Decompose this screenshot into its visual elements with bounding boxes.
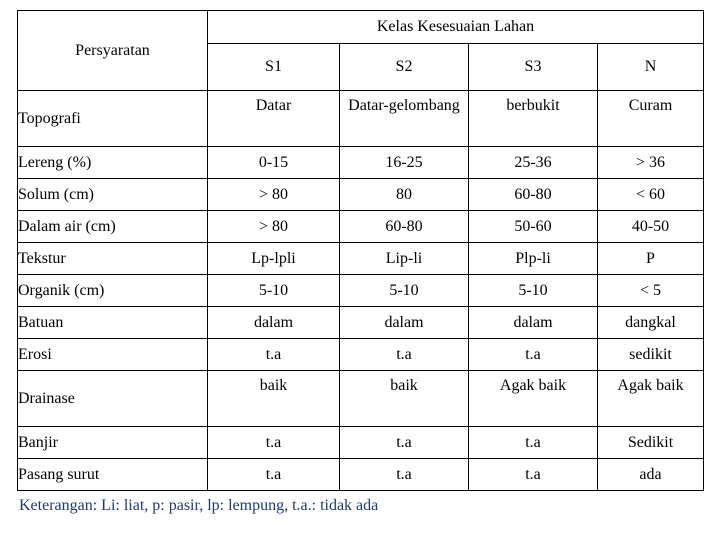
table-cell: > 80 (208, 211, 340, 243)
table-cell: 60-80 (469, 179, 598, 211)
table-cell: Lip-li (340, 243, 469, 275)
table-row (18, 427, 704, 459)
row-label: Organik (cm) (18, 275, 208, 307)
table-cell: t.a (340, 339, 469, 371)
table-row (18, 339, 704, 371)
row-label: Erosi (18, 339, 208, 371)
table-cell: baik (208, 371, 340, 427)
table-row (18, 243, 704, 275)
row-label: Lereng (%) (18, 147, 208, 179)
class-header-n: N (598, 44, 704, 91)
table-cell: Curam (598, 91, 704, 147)
table-row (18, 459, 704, 491)
table-cell: P (598, 243, 704, 275)
class-header-s3: S3 (469, 44, 598, 91)
row-label: Batuan (18, 307, 208, 339)
land-suitability-table (17, 10, 704, 491)
table-cell: t.a (469, 339, 598, 371)
table-cell: dangkal (598, 307, 704, 339)
row-label: Topografi (18, 91, 208, 147)
table-row (18, 179, 704, 211)
table-cell: Plp-li (469, 243, 598, 275)
row-label: Tekstur (18, 243, 208, 275)
row-label: Dalam air (cm) (18, 211, 208, 243)
class-header-s1: S1 (208, 44, 340, 91)
table-cell: t.a (469, 459, 598, 491)
table-cell: > 36 (598, 147, 704, 179)
table-cell: Datar (208, 91, 340, 147)
table-cell: dalam (208, 307, 340, 339)
table-cell: t.a (469, 427, 598, 459)
table-cell: 5-10 (469, 275, 598, 307)
table-cell: t.a (208, 339, 340, 371)
legend-note: Keterangan: Li: liat, p: pasir, lp: lempung, t.a.: tidak ada (19, 497, 379, 514)
header-row-group (18, 11, 704, 44)
table-cell: < 60 (598, 179, 704, 211)
table-row (18, 371, 704, 427)
table-row (18, 307, 704, 339)
table-row (18, 91, 704, 147)
table-cell: 16-25 (340, 147, 469, 179)
table-cell: t.a (340, 427, 469, 459)
class-header-s2: S2 (340, 44, 469, 91)
suitability-class-header: Kelas Kesesuaian Lahan (208, 11, 704, 44)
table-row (18, 275, 704, 307)
table-cell: > 80 (208, 179, 340, 211)
table-cell: sedikit (598, 339, 704, 371)
table-cell: Datar-gelombang (340, 91, 469, 147)
table-cell: < 5 (598, 275, 704, 307)
table-cell: 5-10 (340, 275, 469, 307)
table-cell: Agak baik (598, 371, 704, 427)
table-cell: ada (598, 459, 704, 491)
table-cell: 25-36 (469, 147, 598, 179)
row-label: Solum (cm) (18, 179, 208, 211)
table-cell: Lp-lpli (208, 243, 340, 275)
table-cell: 80 (340, 179, 469, 211)
row-label: Drainase (18, 371, 208, 427)
table-cell: Agak baik (469, 371, 598, 427)
row-label: Banjir (18, 427, 208, 459)
table-cell: 40-50 (598, 211, 704, 243)
table-cell: t.a (208, 459, 340, 491)
table-cell: 60-80 (340, 211, 469, 243)
table-row (18, 147, 704, 179)
table-row (18, 211, 704, 243)
table-cell: berbukit (469, 91, 598, 147)
table-cell: Sedikit (598, 427, 704, 459)
table-cell: dalam (469, 307, 598, 339)
table-cell: dalam (340, 307, 469, 339)
table-cell: t.a (208, 427, 340, 459)
requirement-header: Persyaratan (18, 11, 208, 91)
table-cell: 50-60 (469, 211, 598, 243)
table-cell: t.a (340, 459, 469, 491)
row-label: Pasang surut (18, 459, 208, 491)
table-cell: baik (340, 371, 469, 427)
table-cell: 5-10 (208, 275, 340, 307)
table-cell: 0-15 (208, 147, 340, 179)
